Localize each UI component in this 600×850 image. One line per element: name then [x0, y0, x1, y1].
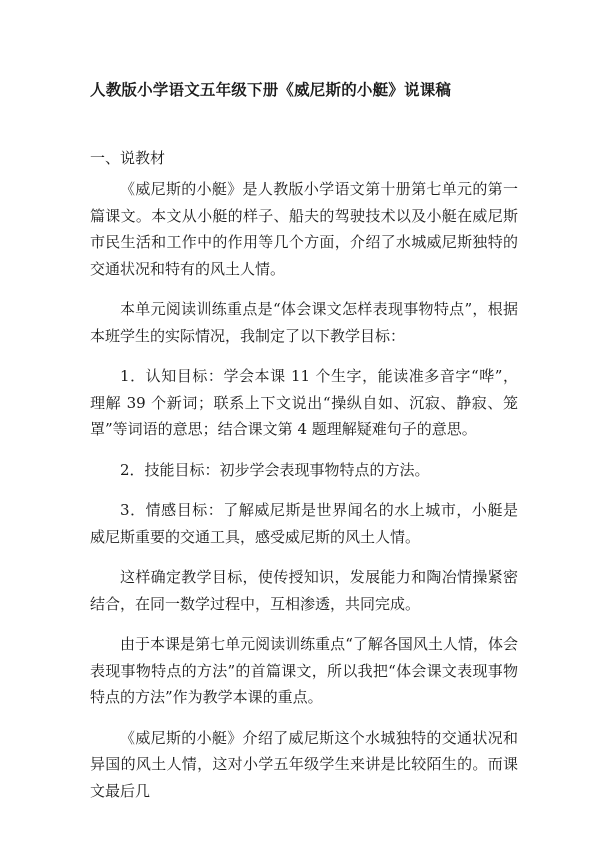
section-heading: 一、说教材: [90, 149, 166, 167]
paragraph: 《威尼斯的小艇》是人教版小学语文第十册第七单元的第一篇课文。本文从小艇的样子、船夫的驾驶技术以及小艇在威尼斯市民生活和工作中的作用等几个方面，介绍了水城威尼斯独特的交通状况和特有的风土人情。: [90, 180, 518, 278]
paragraph: 3．情感目标：了解威尼斯是世界闻名的水上城市，小艇是威尼斯重要的交通工具，感受威尼斯的风土人情。: [90, 501, 518, 546]
paragraph: 本单元阅读训练重点是“体会课文怎样表现事物特点”，根据本班学生的实际情况，我制定了以下教学目标：: [90, 300, 518, 345]
paragraph: 《威尼斯的小艇》介绍了威尼斯这个水城独特的交通状况和异国的风土人情，这对小学五年级学生来讲是比较陌生的。而课文最后几: [90, 728, 518, 800]
paragraph: 2．技能目标：初步学会表现事物特点的方法。: [120, 460, 430, 479]
paragraph: 1．认知目标：学会本课 11 个生字，能读准多音字“哗”，理解 39 个新词；联系上下文说出“操纵自如、沉寂、静寂、笼罩”等词语的意思；结合课文第 4 题理解疑难句子的意思。: [90, 367, 518, 438]
paragraph: 由于本课是第七单元阅读训练重点“了解各国风土人情，体会表现事物特点的方法”的首篇课文，所以我把“体会课文表现事物特点的方法”作为教学本课的重点。: [90, 635, 518, 706]
paragraph: 这样确定教学目标，使传授知识，发展能力和陶冶情操紧密结合，在同一数学过程中，互相渗透，共同完成。: [90, 568, 518, 613]
document-body: [90, 176, 518, 818]
document-title: 人教版小学语文五年级下册《威尼斯的小艇》说课稿: [90, 80, 452, 99]
